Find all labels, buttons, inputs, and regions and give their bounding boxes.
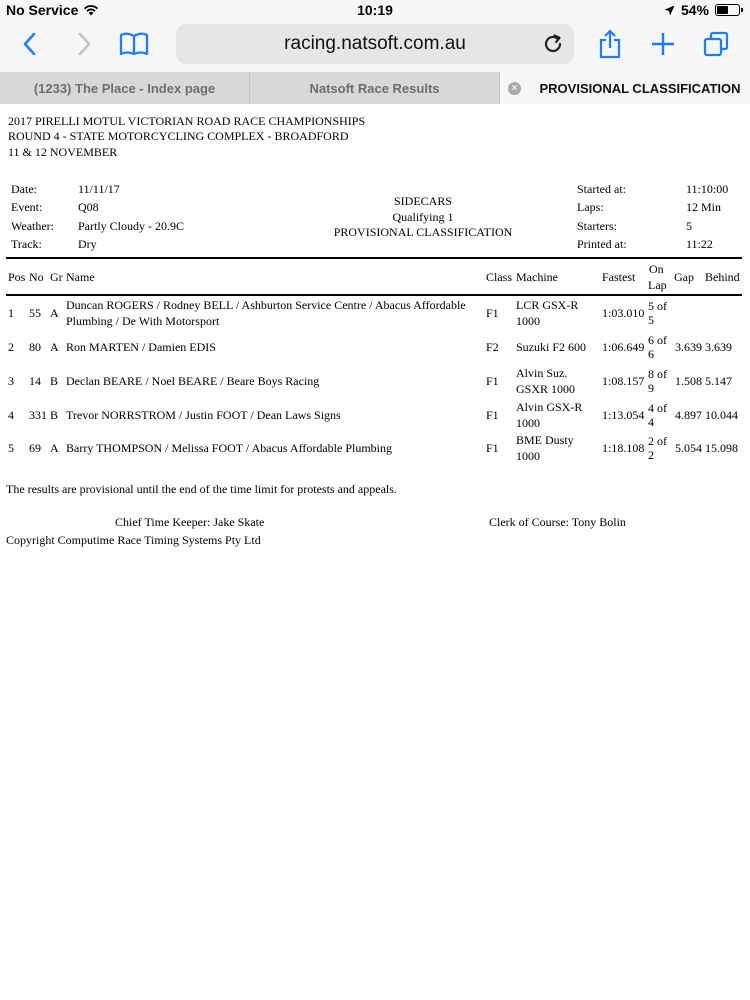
share-button[interactable] [594, 28, 626, 60]
event-value: Q08 [78, 200, 99, 214]
row-gr: A [50, 306, 59, 320]
row-name-line1: Barry THOMPSON / Melissa FOOT / Abacus Affordable Plumbing [66, 441, 392, 455]
plus-icon [651, 32, 675, 56]
event-label: Event: [11, 200, 43, 214]
header-name: Name [66, 270, 95, 284]
bookmarks-button[interactable] [118, 28, 150, 60]
chief-time-keeper: Chief Time Keeper: Jake Skate [115, 515, 265, 529]
track-label: Track: [11, 237, 42, 251]
url-text[interactable]: racing.natsoft.com.au [284, 33, 466, 54]
row-gap: 3.639 [675, 340, 702, 354]
row-no: 80 [29, 340, 41, 354]
header-pos: Pos [8, 270, 26, 284]
book-icon [119, 32, 149, 56]
header-gr: Gr [50, 270, 63, 284]
row-class: F2 [486, 340, 499, 354]
row-fastest: 1:13.054 [602, 408, 645, 422]
row-fastest: 1:03.010 [602, 306, 645, 320]
row-pos: 4 [8, 408, 14, 422]
header-behind: Behind [705, 270, 740, 284]
row-onlap-line2: 9 [648, 381, 654, 395]
row-gap: 5.054 [675, 441, 702, 455]
row-behind: 10.044 [705, 408, 738, 422]
row-behind: 5.147 [705, 374, 732, 388]
row-onlap-line2: 4 [648, 415, 654, 429]
share-icon [598, 29, 622, 59]
new-tab-button[interactable] [647, 28, 679, 60]
row-gr: B [50, 408, 59, 422]
championship-title: 2017 PIRELLI MOTUL VICTORIAN ROAD RACE CHAMPIONSHIPS [8, 114, 366, 128]
row-machine-line1: Alvin Suz. [516, 366, 568, 380]
session-name: Qualifying 1 [392, 210, 454, 224]
row-machine-line2: 1000 [516, 416, 540, 430]
row-onlap-line1: 2 of [648, 434, 667, 448]
row-name-line1: Trevor NORRSTROM / Justin FOOT / Dean Laws Signs [66, 408, 341, 422]
starters-label: Starters: [577, 219, 617, 233]
row-machine-line2: 1000 [516, 449, 540, 463]
tabs-icon [703, 31, 729, 57]
started-label: Started at: [577, 182, 626, 196]
row-behind: 15.098 [705, 441, 738, 455]
row-pos: 3 [8, 374, 14, 388]
row-onlap-line1: 5 of [648, 299, 667, 313]
started-value: 11:10:00 [686, 182, 729, 196]
row-machine-line1: Suzuki F2 600 [516, 340, 587, 354]
round-title: ROUND 4 - STATE MOTORCYCLING COMPLEX - BROADFORD [8, 129, 349, 143]
row-name-line1: Ron MARTEN / Damien EDIS [66, 340, 216, 354]
header-on: On [649, 262, 664, 276]
table-row [0, 332, 750, 364]
row-machine-line1: Alvin GSX-R [516, 400, 583, 414]
close-tab-icon[interactable]: × [508, 82, 521, 95]
row-pos: 2 [8, 340, 14, 354]
row-onlap-line1: 4 of [648, 401, 667, 415]
row-name-line1: Duncan ROGERS / Rodney BELL / Ashburton Service Centre / Abacus Affordable [66, 298, 466, 312]
tab-bar [0, 72, 750, 104]
row-name-line1: Declan BEARE / Noel BEARE / Beare Boys Racing [66, 374, 320, 388]
row-onlap-line2: 2 [648, 448, 654, 462]
provisional-note: The results are provisional until the end of the time limit for protests and appeals. [6, 482, 397, 496]
laps-label: Laps: [577, 200, 604, 214]
battery-percent: 54% [680, 2, 709, 18]
row-gap: 1.508 [675, 374, 702, 388]
row-no: 55 [29, 306, 41, 320]
tab-natsoft-results[interactable] [250, 72, 500, 104]
results-page [0, 105, 750, 1000]
tabs-overview-button[interactable] [700, 28, 732, 60]
date-label: Date: [11, 182, 37, 196]
location-arrow-icon [664, 5, 675, 16]
header-fastest: Fastest [602, 270, 636, 284]
row-fastest: 1:06.649 [602, 340, 645, 354]
row-fastest: 1:08.157 [602, 374, 645, 388]
row-fastest: 1:18.108 [602, 441, 645, 455]
header-lap: Lap [648, 278, 667, 292]
row-machine-line1: BME Dusty [516, 433, 574, 447]
weather-label: Weather: [11, 219, 55, 233]
chevron-left-icon [22, 32, 38, 56]
starters-value: 5 [686, 219, 692, 233]
event-dates: 11 & 12 NOVEMBER [8, 145, 118, 159]
row-no: 69 [29, 441, 41, 455]
header-gap: Gap [674, 270, 694, 284]
copyright-text: Copyright Computime Race Timing Systems Pty Ltd [6, 533, 261, 547]
track-value: Dry [78, 237, 97, 251]
battery-icon [715, 4, 740, 16]
tab-provisional-classification[interactable] [500, 72, 750, 104]
tab-label: (1233) The Place - Index page [33, 80, 216, 96]
row-onlap-line1: 8 of [648, 367, 667, 381]
reload-icon[interactable] [540, 31, 566, 57]
printed-value: 11:22 [686, 237, 713, 251]
row-behind: 3.639 [705, 340, 732, 354]
table-row [0, 366, 750, 398]
row-gr: A [50, 340, 59, 354]
tab-label: Natsoft Race Results [309, 80, 440, 96]
status-right [664, 2, 740, 18]
class-title: SIDECARS [393, 194, 452, 208]
header-class: Class [486, 270, 513, 284]
tab-label: PROVISIONAL CLASSIFICATION [539, 80, 741, 96]
status-bar [0, 0, 750, 22]
tab-the-place[interactable] [0, 72, 250, 104]
laps-value: 12 Min [686, 200, 722, 214]
back-button[interactable] [14, 28, 46, 60]
printed-label: Printed at: [577, 237, 627, 251]
row-class: F1 [486, 306, 499, 320]
row-machine-line1: LCR GSX-R [516, 298, 579, 312]
clerk-of-course: Clerk of Course: Tony Bolin [489, 515, 626, 529]
header-no: No [29, 270, 44, 284]
header-machine: Machine [516, 270, 558, 284]
address-bar[interactable] [176, 24, 574, 64]
divider [6, 294, 742, 296]
chevron-right-icon [76, 32, 92, 56]
date-value: 11/11/17 [78, 182, 120, 196]
forward-button[interactable] [68, 28, 100, 60]
row-gr: B [50, 374, 59, 388]
row-gr: A [50, 441, 59, 455]
divider [6, 257, 742, 259]
browser-toolbar [0, 22, 750, 72]
row-onlap-line2: 5 [648, 313, 654, 327]
carrier-label: No Service [6, 2, 79, 18]
row-class: F1 [486, 374, 499, 388]
row-machine-line2: GSXR 1000 [516, 382, 576, 396]
row-class: F1 [486, 408, 499, 422]
row-gap: 4.897 [675, 408, 702, 422]
table-row [0, 298, 750, 330]
row-class: F1 [486, 441, 499, 455]
row-no: 14 [29, 374, 41, 388]
table-row [0, 400, 750, 432]
battery-level [717, 6, 728, 13]
row-onlap-line2: 6 [648, 347, 654, 361]
row-pos: 1 [8, 306, 14, 320]
row-machine-line2: 1000 [516, 314, 540, 328]
row-no: 331 [29, 408, 47, 422]
weather-value: Partly Cloudy - 20.9C [78, 219, 185, 233]
row-onlap-line1: 6 of [648, 333, 667, 347]
classification-title: PROVISIONAL CLASSIFICATION [333, 225, 513, 239]
row-pos: 5 [8, 441, 14, 455]
status-time: 10:19 [357, 2, 393, 18]
table-row [0, 433, 750, 465]
row-name-line2: Plumbing / De With Motorsport [66, 314, 220, 328]
